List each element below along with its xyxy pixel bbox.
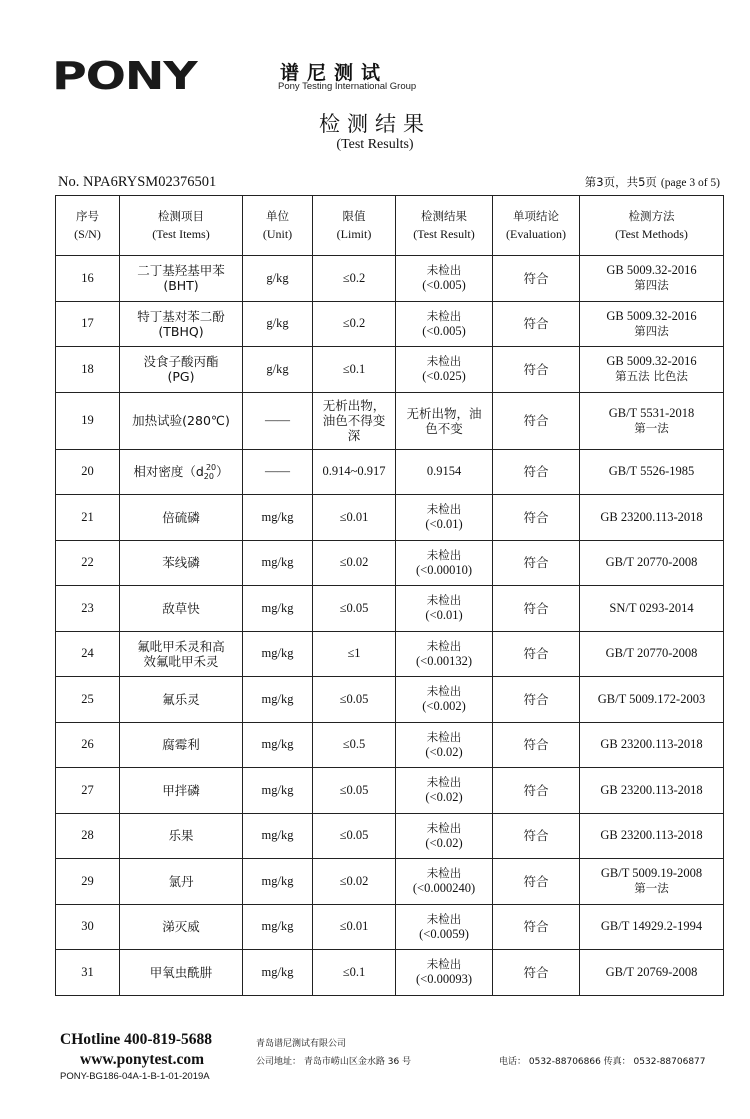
cell-sn: 23: [56, 586, 120, 632]
table-row: [56, 950, 724, 996]
cell-test-item: 没食子酸丙酯 (PG): [120, 347, 243, 393]
table-row: [56, 813, 724, 859]
cell-evaluation: 符合: [493, 449, 580, 495]
cell-result: 未检出 (<0.01): [396, 495, 493, 541]
cell-unit: g/kg: [243, 301, 313, 347]
cell-evaluation: 符合: [493, 495, 580, 541]
table-row: [56, 722, 724, 768]
cell-result: 0.9154: [396, 449, 493, 495]
cell-test-item: 氟乐灵: [120, 677, 243, 723]
hotline-icon: C: [60, 1031, 72, 1048]
cell-unit: ——: [243, 449, 313, 495]
cell-method: GB 23200.113-2018: [580, 813, 724, 859]
cell-method: GB 5009.32-2016 第四法: [580, 301, 724, 347]
cell-limit: ≤0.05: [313, 586, 396, 632]
cell-method: GB/T 5009.172-2003: [580, 677, 724, 723]
cell-limit: ≤0.02: [313, 540, 396, 586]
cell-limit: ≤0.02: [313, 859, 396, 905]
cell-unit: mg/kg: [243, 904, 313, 950]
table-row: [56, 904, 724, 950]
cell-method: GB/T 20769-2008: [580, 950, 724, 996]
cell-test-item: 相对密度$(d_{20}^{20})$: [120, 449, 243, 495]
cell-method: GB/T 5526-1985: [580, 449, 724, 495]
header-limit: 限值 (Limit): [313, 196, 396, 256]
cell-method: GB 23200.113-2018: [580, 722, 724, 768]
cell-method: GB 5009.32-2016 第四法: [580, 256, 724, 302]
table-header-row: [56, 196, 724, 256]
cell-limit: ≤0.05: [313, 677, 396, 723]
table-row: [56, 347, 724, 393]
cell-result: 未检出 (<0.00132): [396, 631, 493, 677]
cell-method: SN/T 0293-2014: [580, 586, 724, 632]
report-number: No. NPA6RYSM02376501: [58, 174, 217, 190]
cell-result: 未检出 (<0.00093): [396, 950, 493, 996]
cell-unit: mg/kg: [243, 631, 313, 677]
cell-limit: ≤0.01: [313, 904, 396, 950]
cell-limit: 0.914~0.917: [313, 449, 396, 495]
table-row: [56, 768, 724, 814]
cell-sn: 28: [56, 813, 120, 859]
cell-method: GB 5009.32-2016 第五法 比色法: [580, 347, 724, 393]
cell-evaluation: 符合: [493, 950, 580, 996]
cell-test-item: 乐果: [120, 813, 243, 859]
table-row: [56, 301, 724, 347]
logo-english-name: Pony Testing International Group: [278, 81, 417, 92]
cell-unit: g/kg: [243, 256, 313, 302]
cell-evaluation: 符合: [493, 540, 580, 586]
cell-method: GB/T 5009.19-2008 第一法: [580, 859, 724, 905]
page-indicator-en: (page 3 of 5): [660, 177, 720, 189]
cell-limit: ≤0.01: [313, 495, 396, 541]
table-row: [56, 631, 724, 677]
table-row: [56, 677, 724, 723]
cell-test-item: 特丁基对苯二酚 (TBHQ): [120, 301, 243, 347]
cell-evaluation: 符合: [493, 722, 580, 768]
header-test-result: 检测结果 (Test Result): [396, 196, 493, 256]
cell-method: GB 23200.113-2018: [580, 495, 724, 541]
cell-result: 未检出 (<0.000240): [396, 859, 493, 905]
cell-unit: mg/kg: [243, 495, 313, 541]
company-name: 青岛谱尼测试有限公司: [256, 1039, 347, 1049]
cell-unit: g/kg: [243, 347, 313, 393]
cell-evaluation: 符合: [493, 768, 580, 814]
header-test-items: 检测项目 (Test Items): [120, 196, 243, 256]
logo-chinese-name: 谱尼测试: [280, 62, 389, 84]
cell-limit: ≤0.05: [313, 768, 396, 814]
cell-test-item: 加热试验(280℃): [120, 392, 243, 449]
cell-unit: mg/kg: [243, 768, 313, 814]
cell-limit: ≤1: [313, 631, 396, 677]
footer-contact: [60, 1031, 212, 1082]
cell-test-item: 倍硫磷: [120, 495, 243, 541]
page-title: 检测结果: [319, 112, 431, 136]
hotline-text: Hotline 400-819-5688: [71, 1031, 212, 1048]
cell-test-item: 氟吡甲禾灵和高 效氟吡甲禾灵: [120, 631, 243, 677]
cell-sn: 24: [56, 631, 120, 677]
form-number: PONY-BG186-04A-1-B-1-01-2019A: [60, 1071, 210, 1082]
website-link[interactable]: www.ponytest.com: [80, 1051, 204, 1068]
cell-unit: mg/kg: [243, 540, 313, 586]
cell-unit: mg/kg: [243, 586, 313, 632]
header-unit: 单位 (Unit): [243, 196, 313, 256]
cell-evaluation: 符合: [493, 904, 580, 950]
cell-test-item: 苯线磷: [120, 540, 243, 586]
cell-evaluation: 符合: [493, 392, 580, 449]
cell-sn: 21: [56, 495, 120, 541]
cell-evaluation: 符合: [493, 347, 580, 393]
cell-sn: 22: [56, 540, 120, 586]
page-subtitle: (Test Results): [336, 137, 414, 152]
cell-limit: ≤0.05: [313, 813, 396, 859]
header-evaluation: 单项结论 (Evaluation): [493, 196, 580, 256]
cell-sn: 27: [56, 768, 120, 814]
logo-wordmark: PONY: [52, 54, 197, 98]
cell-evaluation: 符合: [493, 631, 580, 677]
company-address: 公司地址： 青岛市崂山区金水路 36 号: [256, 1057, 412, 1067]
cell-limit: ≤0.5: [313, 722, 396, 768]
table-row: [56, 586, 724, 632]
cell-method: GB/T 5531-2018 第一法: [580, 392, 724, 449]
table-row: [56, 859, 724, 905]
table-row: [56, 392, 724, 449]
cell-sn: 19: [56, 392, 120, 449]
cell-method: GB/T 20770-2008: [580, 631, 724, 677]
cell-limit: 无析出物， 油色不得变 深: [313, 392, 396, 449]
page-indicator-cn: 第3页，共5页: [584, 175, 657, 189]
cell-evaluation: 符合: [493, 677, 580, 723]
cell-unit: mg/kg: [243, 950, 313, 996]
cell-sn: 31: [56, 950, 120, 996]
cell-test-item: 氯丹: [120, 859, 243, 905]
cell-evaluation: 符合: [493, 813, 580, 859]
header-test-methods: 检测方法 (Test Methods): [580, 196, 724, 256]
cell-limit: ≤0.2: [313, 301, 396, 347]
cell-unit: mg/kg: [243, 722, 313, 768]
hotline: [60, 1031, 212, 1049]
cell-unit: ——: [243, 392, 313, 449]
cell-sn: 18: [56, 347, 120, 393]
table-row: [56, 495, 724, 541]
cell-result: 未检出 (<0.005): [396, 301, 493, 347]
company-phone: 电话： 0532-88706866 传真： 0532-88706877: [499, 1057, 706, 1067]
cell-result: 未检出 (<0.02): [396, 768, 493, 814]
table-row: [56, 540, 724, 586]
cell-result: 未检出 (<0.00010): [396, 540, 493, 586]
cell-limit: ≤0.2: [313, 256, 396, 302]
cell-test-item: 腐霉利: [120, 722, 243, 768]
cell-sn: 29: [56, 859, 120, 905]
table-row: [56, 449, 724, 495]
cell-sn: 26: [56, 722, 120, 768]
cell-evaluation: 符合: [493, 256, 580, 302]
cell-unit: mg/kg: [243, 859, 313, 905]
cell-sn: 20: [56, 449, 120, 495]
cell-result: 未检出 (<0.02): [396, 722, 493, 768]
cell-limit: ≤0.1: [313, 950, 396, 996]
cell-test-item: 涕灭威: [120, 904, 243, 950]
cell-unit: mg/kg: [243, 813, 313, 859]
cell-sn: 16: [56, 256, 120, 302]
table-row: [56, 256, 724, 302]
header-sn: 序号 (S/N): [56, 196, 120, 256]
cell-sn: 25: [56, 677, 120, 723]
cell-limit: ≤0.1: [313, 347, 396, 393]
cell-sn: 30: [56, 904, 120, 950]
cell-evaluation: 符合: [493, 586, 580, 632]
cell-result: 未检出 (<0.0059): [396, 904, 493, 950]
cell-method: GB 23200.113-2018: [580, 768, 724, 814]
page-indicator: [585, 174, 720, 191]
cell-method: GB/T 14929.2-1994: [580, 904, 724, 950]
cell-result: 未检出 (<0.01): [396, 586, 493, 632]
results-table: [55, 195, 724, 996]
cell-result: 未检出 (<0.025): [396, 347, 493, 393]
cell-test-item: 甲氧虫酰肼: [120, 950, 243, 996]
cell-result: 无析出物，油 色不变: [396, 392, 493, 449]
cell-unit: mg/kg: [243, 677, 313, 723]
cell-evaluation: 符合: [493, 301, 580, 347]
cell-result: 未检出 (<0.005): [396, 256, 493, 302]
cell-method: GB/T 20770-2008: [580, 540, 724, 586]
cell-test-item: 二丁基羟基甲苯 (BHT): [120, 256, 243, 302]
cell-result: 未检出 (<0.02): [396, 813, 493, 859]
cell-evaluation: 符合: [493, 859, 580, 905]
cell-sn: 17: [56, 301, 120, 347]
cell-test-item: 敌草快: [120, 586, 243, 632]
cell-result: 未检出 (<0.002): [396, 677, 493, 723]
cell-test-item: 甲拌磷: [120, 768, 243, 814]
